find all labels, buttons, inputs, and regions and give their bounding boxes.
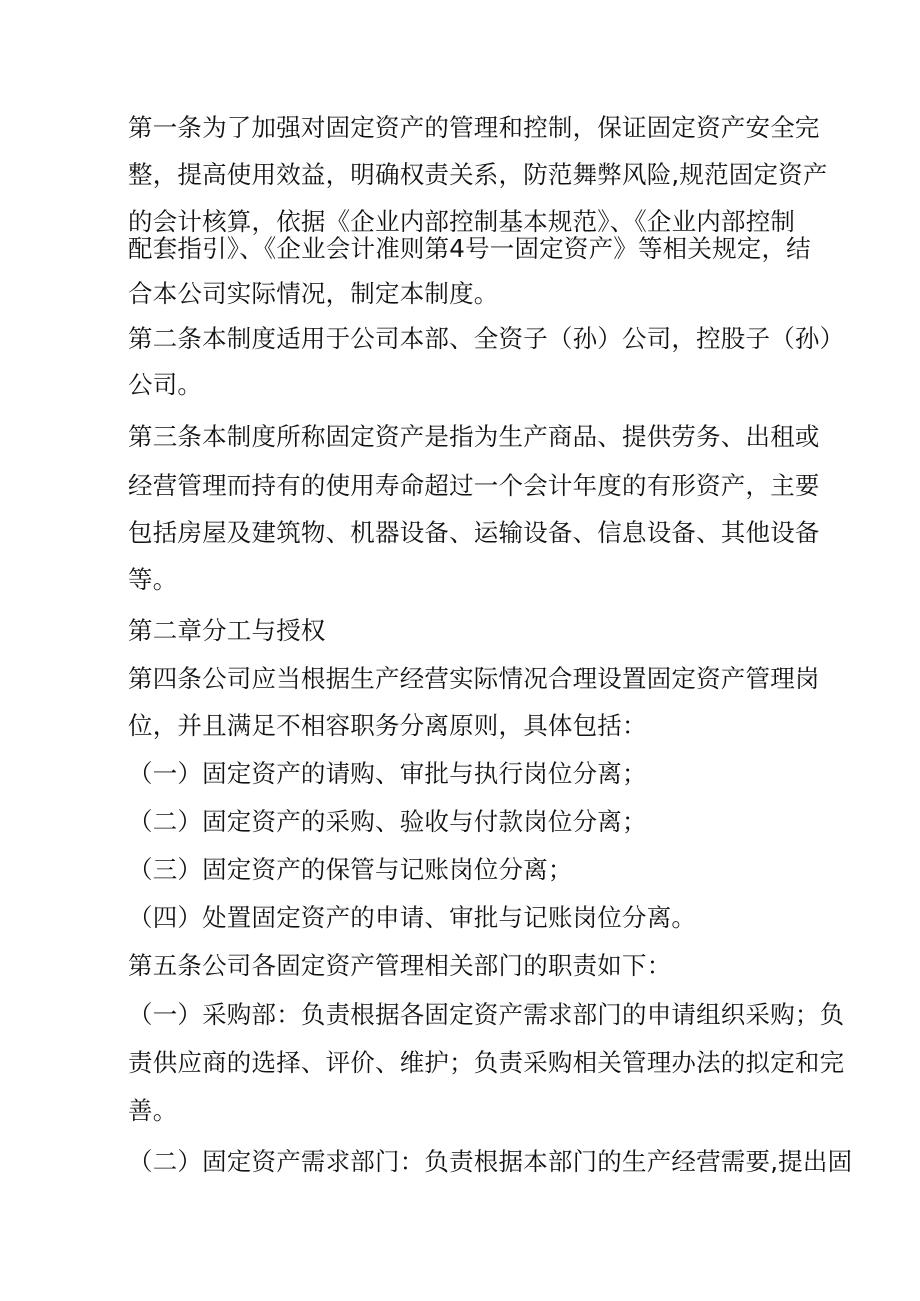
article-5-item-1-line-1: （一）采购部：负责根据各固定资产需求部门的申请组织采购；负 xyxy=(128,1000,845,1029)
article-5-item-2-line-1: （二）固定资产需求部门：负责根据本部门的生产经营需要,提出固 xyxy=(128,1147,853,1176)
article-4-item-4: （四）处置固定资产的申请、审批与记账岗位分离。 xyxy=(128,903,697,932)
article-2-line-2: 公司。 xyxy=(128,370,203,399)
article-4-item-1: （一）固定资产的请购、审批与执行岗位分离； xyxy=(128,759,647,788)
article-3-line-1: 第三条本制度所称固定资产是指为生产商品、提供劳务、出租或 xyxy=(128,422,820,451)
article-3-line-2: 经营管理而持有的使用寿命超过一个会计年度的有形资产，主要 xyxy=(128,471,820,500)
article-3-line-3: 包括房屋及建筑物、机器设备、运输设备、信息设备、其他设备 xyxy=(128,518,820,547)
chapter-2-heading: 第二章分工与授权 xyxy=(128,616,326,645)
article-4-line-2: 位，并且满足不相容职务分离原则，具体包括： xyxy=(128,711,647,740)
article-4-item-3: （三）固定资产的保管与记账岗位分离； xyxy=(128,855,573,884)
article-1-line-1: 第一条为了加强对固定资产的管理和控制，保证固定资产安全完 xyxy=(128,113,820,142)
article-1-line-5: 合本公司实际情况，制定本制度。 xyxy=(128,279,499,308)
article-5-item-1-line-3: 善。 xyxy=(128,1096,178,1125)
article-1-line-2: 整，提高使用效益，明确权责关系，防范舞弊风险,规范固定资产 xyxy=(128,160,828,189)
article-4-item-2: （二）固定资产的采购、验收与付款岗位分离； xyxy=(128,807,647,836)
article-1-line-4: 配套指引》、《企业会计准则第4号一固定资产》等相关规定，结 xyxy=(128,234,811,263)
article-1-line-3: 的会计核算，依据《企业内部控制基本规范》、《企业内部控制 xyxy=(128,207,796,236)
article-3-line-4: 等。 xyxy=(128,565,178,594)
article-2-line-1: 第二条本制度适用于公司本部、全资子（孙）公司，控股子（孙） xyxy=(128,324,845,353)
article-4-line-1: 第四条公司应当根据生产经营实际情况合理设置固定资产管理岗 xyxy=(128,664,820,693)
article-5-item-1-line-2: 责供应商的选择、评价、维护；负责采购相关管理办法的拟定和完 xyxy=(128,1048,845,1077)
article-5-line-1: 第五条公司各固定资产管理相关部门的职责如下： xyxy=(128,951,672,980)
